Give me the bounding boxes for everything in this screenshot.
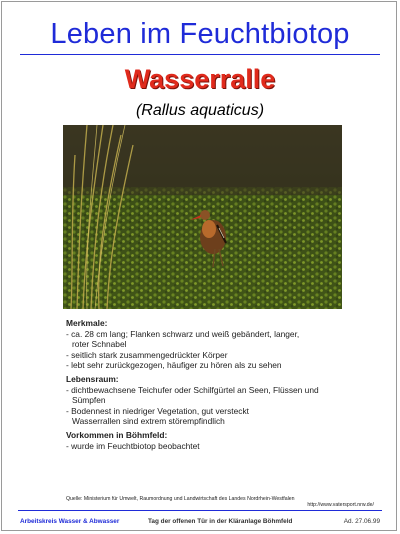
section-line: - wurde im Feuchtbiotop beobachtet — [66, 440, 200, 451]
section-line: - lebt sehr zurückgezogen, häufiger zu hören als zu sehen — [66, 360, 282, 371]
bird-photo — [63, 125, 342, 309]
section-heading: Vorkommen in Böhmfeld: — [66, 429, 168, 440]
content-body — [66, 318, 386, 451]
section-line: - ca. 28 cm lang; Flanken schwarz und weiß gebändert, langer, — [66, 328, 300, 339]
header-divider — [20, 54, 380, 55]
section-line: - Bodennest in niedriger Vegetation, gut versteckt — [66, 405, 249, 416]
footer-event: Tag der offenen Tür in der Kläranlage Böhmfeld — [148, 518, 293, 525]
source-credit — [66, 496, 386, 509]
section-line: - dichtbewachsene Teichufer oder Schilfgürtel an Seen, Flüssen und — [66, 384, 319, 395]
species-latin-name: (Rallus aquaticus) — [135, 102, 265, 119]
section-line: Sümpfen — [72, 395, 106, 406]
section-heading: Lebensraum: — [66, 373, 119, 384]
source-url[interactable]: http://www.vatersport.nrw.de/ — [307, 502, 374, 509]
section-heading: Merkmale: — [66, 318, 108, 328]
footer-organization: Arbeitskreis Wasser & Abwasser — [20, 518, 120, 525]
section-line: Wasserrallen sind extrem störempfindlich — [72, 416, 225, 427]
section-line: - seitlich stark zusammengedrückter Körper — [66, 349, 228, 360]
section-line: roter Schnabel — [72, 339, 127, 350]
page-title: Leben im Feuchtbiotop — [50, 18, 350, 50]
species-name: Wasserralle — [124, 64, 276, 94]
footer-date: Ad. 27.06.99 — [343, 518, 380, 525]
footer-divider — [18, 510, 382, 511]
source-text: Quelle: Ministerium für Umwelt, Raumordnung und Landwirtschaft des Landes Nordrhein-Westfalen — [66, 496, 295, 502]
